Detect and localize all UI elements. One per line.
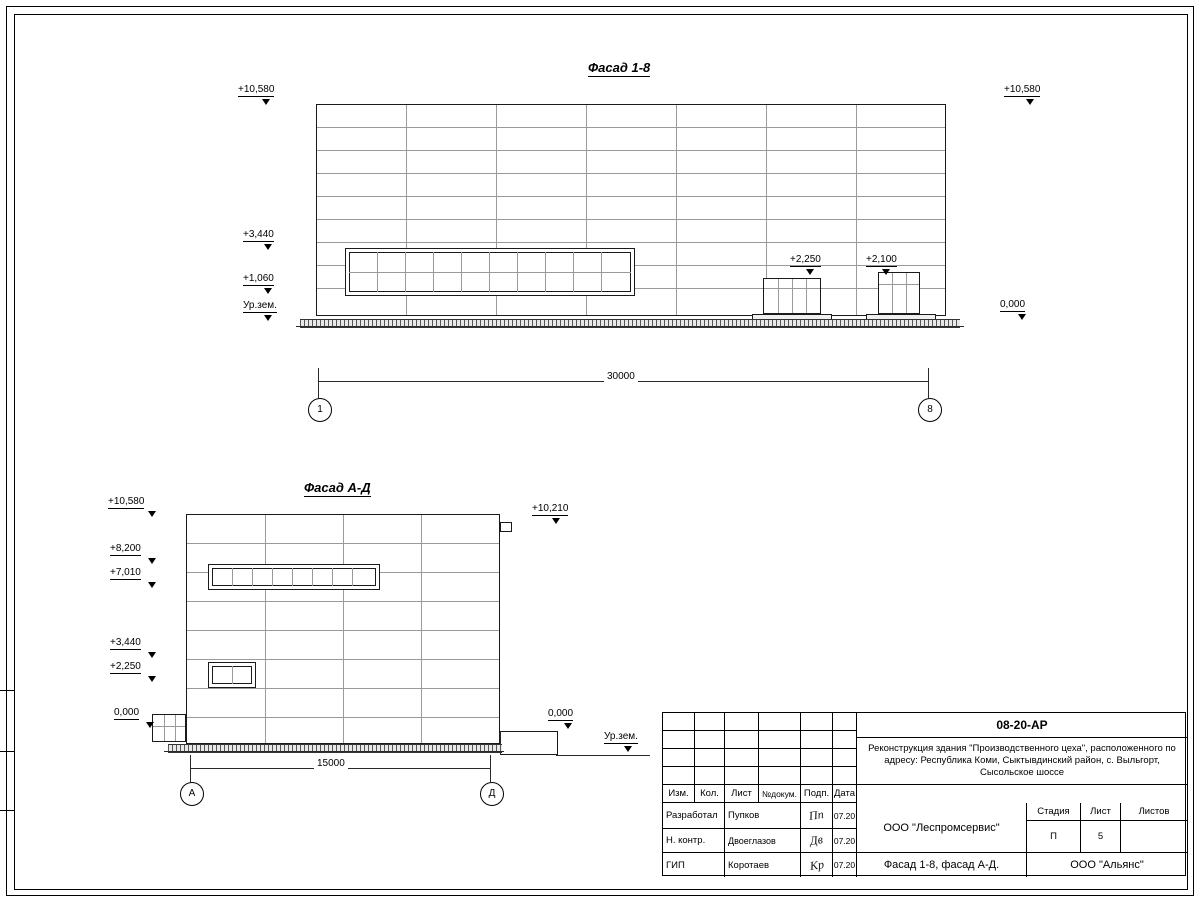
stamp-date-0: 07.20: [833, 803, 857, 829]
facade-a-d-axis-bubble-a: А: [180, 782, 204, 806]
stamp-blank-cell: [759, 731, 801, 749]
level-arrow-icon: [148, 511, 156, 517]
stamp-designer: ООО "Альянс": [1070, 859, 1144, 871]
facade-1-8-level-porch-1: +2,250: [790, 254, 821, 265]
facade-a-d-entrance-block: [152, 714, 186, 742]
facade-a-d-window-mullion-v: [352, 568, 353, 586]
level-arrow-icon: [146, 722, 154, 728]
level-arrow-icon: [148, 676, 156, 682]
facade-a-d-dim-tick-left: [190, 755, 191, 769]
level-arrow-icon: [552, 518, 560, 524]
facade-a-d-window-mullion-v: [332, 568, 333, 586]
sheet-left-margin-block-2: [0, 750, 14, 811]
signature-glyph: Дв: [809, 832, 824, 848]
facade-1-8-axis-bubble-8: 8: [918, 398, 942, 422]
stamp-blank-cell: [695, 713, 725, 731]
stamp-blank-cell: [695, 731, 725, 749]
facade-1-8-ground-line: [296, 326, 964, 327]
stamp-blank-cell: [663, 713, 695, 731]
level-arrow-icon: [264, 315, 272, 321]
stamp-name-0: Пупков: [725, 803, 801, 829]
facade-a-d-right-step: [500, 731, 558, 755]
stamp-blank-cell: [833, 767, 857, 785]
stamp-blank-cell: [759, 767, 801, 785]
facade-1-8-porch-2-post: [892, 273, 893, 313]
facade-1-8-joint-h: [317, 242, 945, 243]
facade-a-d-ground-label-right: Ур.зем.: [604, 731, 638, 742]
facade-a-d-level-zero-left: 0,000: [114, 707, 140, 718]
facade-a-d-axis-leader-left: [190, 769, 191, 782]
facade-1-8-level-3440: +3,440: [243, 229, 274, 240]
level-arrow-icon: [148, 582, 156, 588]
facade-1-8-window-mullion-v: [489, 252, 490, 292]
stamp-blank-cell: [695, 767, 725, 785]
facade-a-d-level-zero-right: 0,000: [548, 708, 574, 719]
facade-a-d-level-8200: +8,200: [110, 543, 141, 554]
facade-a-d-window-mullion-v: [292, 568, 293, 586]
sheet-left-margin-block-1: [0, 690, 14, 752]
facade-1-8-joint-h: [317, 219, 945, 220]
level-arrow-icon: [262, 99, 270, 105]
facade-1-8-level-zero-right: 0,000: [1000, 299, 1026, 310]
facade-a-d-window-mullion-v: [272, 568, 273, 586]
stamp-sheets-header: Листов: [1121, 803, 1187, 821]
title-block: [662, 712, 1186, 876]
level-arrow-icon: [148, 558, 156, 564]
stamp-col-header-izm: Изм.: [663, 785, 695, 803]
stamp-customer: ООО "Леспромсервис": [857, 803, 1027, 853]
level-arrow-icon: [564, 723, 572, 729]
stamp-col-header-podp: Подп.: [801, 785, 833, 803]
facade-a-d-level-top-right: +10,210: [532, 503, 569, 514]
facade-a-d-small-window-mullion: [232, 666, 233, 684]
facade-1-8-joint-h: [317, 127, 945, 128]
facade-1-8-dim-value: 30000: [604, 371, 638, 382]
facade-1-8-porch-2-rail: [879, 284, 919, 285]
level-arrow-icon: [264, 244, 272, 250]
facade-a-d-joint-v: [421, 515, 422, 743]
facade-1-8-joint-h: [317, 196, 945, 197]
stamp-blank-cell: [663, 767, 695, 785]
level-arrow-icon: [1026, 99, 1034, 105]
facade-a-d-joint-v: [265, 515, 266, 743]
facade-1-8-porch-2: [878, 272, 920, 314]
stamp-blank-cell: [663, 749, 695, 767]
facade-1-8-window-mullion-v: [545, 252, 546, 292]
stamp-col-header-list: Лист: [725, 785, 759, 803]
facade-1-8-porch-1-post: [792, 279, 793, 313]
stamp-blank-cell: [663, 731, 695, 749]
facade-a-d-joint-v: [343, 515, 344, 743]
stamp-col-header-data: Дата: [833, 785, 857, 803]
stamp-blank-cell: [725, 731, 759, 749]
stamp-sheet-header: Лист: [1081, 803, 1121, 821]
facade-1-8-axis-leader-right: [928, 384, 929, 398]
facade-a-d-entrance-post: [164, 715, 165, 741]
stamp-blank-cell: [801, 767, 833, 785]
stamp-signature-2: [801, 853, 833, 877]
stamp-blank-cell: [695, 749, 725, 767]
stamp-blank-cell: [801, 749, 833, 767]
facade-1-8-axis-bubble-1: 1: [308, 398, 332, 422]
facade-a-d-window-mullion-v: [252, 568, 253, 586]
facade-a-d-axis-bubble-d: Д: [480, 782, 504, 806]
stamp-signature-1: [801, 829, 833, 853]
stamp-date-2: 07.20: [833, 853, 857, 877]
level-arrow-icon: [264, 288, 272, 294]
facade-1-8-joint-h: [317, 173, 945, 174]
stamp-stage-value: П: [1027, 821, 1081, 853]
stamp-signature-0: [801, 803, 833, 829]
stamp-blank-cell: [759, 749, 801, 767]
stamp-stage-header: Стадия: [1027, 803, 1081, 821]
facade-a-d-window-mullion-v: [232, 568, 233, 586]
stamp-sheet-value: 5: [1081, 821, 1121, 853]
facade-1-8-axis-leader-left: [318, 384, 319, 398]
facade-1-8-window-mullion-v: [517, 252, 518, 292]
facade-1-8-window-mullion-v: [405, 252, 406, 292]
facade-1-8-joint-h: [317, 150, 945, 151]
stamp-blank-cell: [725, 749, 759, 767]
facade-a-d-entrance-rail: [153, 726, 185, 727]
facade-a-d-level-7010: +7,010: [110, 567, 141, 578]
stamp-sheets-value: [1121, 821, 1187, 853]
facade-1-8-window-mullion-v: [377, 252, 378, 292]
stamp-blank-cell: [833, 749, 857, 767]
level-arrow-icon: [806, 269, 814, 275]
level-arrow-icon: [624, 746, 632, 752]
facade-a-d-level-3440: +3,440: [110, 637, 141, 648]
stamp-blank-cell: [833, 713, 857, 731]
facade-a-d-ground-line: [164, 751, 504, 752]
stamp-blank-cell: [759, 713, 801, 731]
facade-1-8-level-porch-2: +2,100: [866, 254, 897, 265]
facade-a-d-ground-line-right: [556, 755, 650, 756]
signature-glyph: Кр: [808, 856, 825, 873]
facade-1-8-porch-1-post: [778, 279, 779, 313]
level-arrow-icon: [148, 652, 156, 658]
facade-a-d-dim-tick-right: [490, 755, 491, 769]
facade-1-8-joint-v: [676, 105, 677, 315]
signature-glyph: Пп: [808, 807, 825, 823]
facade-1-8-level-top-right: +10,580: [1004, 84, 1041, 95]
facade-1-8-porch-2-post: [906, 273, 907, 313]
stamp-drawing-name: Фасад 1-8, фасад А-Д.: [857, 853, 1027, 877]
stamp-role-1: Н. контр.: [663, 829, 725, 853]
facade-a-d-level-top-left: +10,580: [108, 496, 145, 507]
facade-a-d-entrance-post: [175, 715, 176, 741]
level-arrow-icon: [1018, 314, 1026, 320]
stamp-object-title: Реконструкция здания "Производственного цеха", расположенного по адресу: Республика Коми, Сыктывдинский район, с. Выльгорт, Сысольское шоссе: [857, 738, 1187, 785]
stamp-col-header-kol: Кол.: [695, 785, 725, 803]
facade-a-d-title: Фасад А-Д: [304, 480, 371, 495]
stamp-blank-cell: [725, 713, 759, 731]
facade-a-d-dim-value: 15000: [314, 758, 348, 769]
facade-a-d-window-mullion-v: [312, 568, 313, 586]
stamp-blank-cell: [801, 713, 833, 731]
stamp-blank-cell: [833, 731, 857, 749]
stamp-name-1: Двоеглазов: [725, 829, 801, 853]
stamp-role-2: ГИП: [663, 853, 725, 877]
facade-a-d-level-2250: +2,250: [110, 661, 141, 672]
facade-1-8-window-mullion-v: [601, 252, 602, 292]
facade-1-8-porch-1-post: [806, 279, 807, 313]
facade-1-8-joint-v: [856, 105, 857, 315]
stamp-date-1: 07.20: [833, 829, 857, 853]
stamp-name-2: Коротаев: [725, 853, 801, 877]
facade-1-8-window-mullion-v: [433, 252, 434, 292]
stamp-role-0: Разработал: [663, 803, 725, 829]
facade-1-8-level-top-left: +10,580: [238, 84, 275, 95]
facade-a-d-axis-leader-right: [490, 769, 491, 782]
level-arrow-icon: [882, 269, 890, 275]
facade-1-8-window-mullion-v: [461, 252, 462, 292]
facade-1-8-window-mullion-h: [349, 272, 631, 273]
facade-1-8-title: Фасад 1-8: [588, 60, 651, 75]
facade-1-8-ground-label-left: Ур.зем.: [243, 300, 277, 311]
stamp-blank-cell: [725, 767, 759, 785]
facade-1-8-window-mullion-v: [573, 252, 574, 292]
facade-a-d-parapet-stub: [500, 522, 512, 532]
stamp-doc-code: 08-20-АР: [857, 713, 1187, 738]
facade-1-8-level-1060: +1,060: [243, 273, 274, 284]
stamp-blank-cell: [801, 731, 833, 749]
stamp-col-header-ndok: №докум.: [759, 785, 801, 803]
